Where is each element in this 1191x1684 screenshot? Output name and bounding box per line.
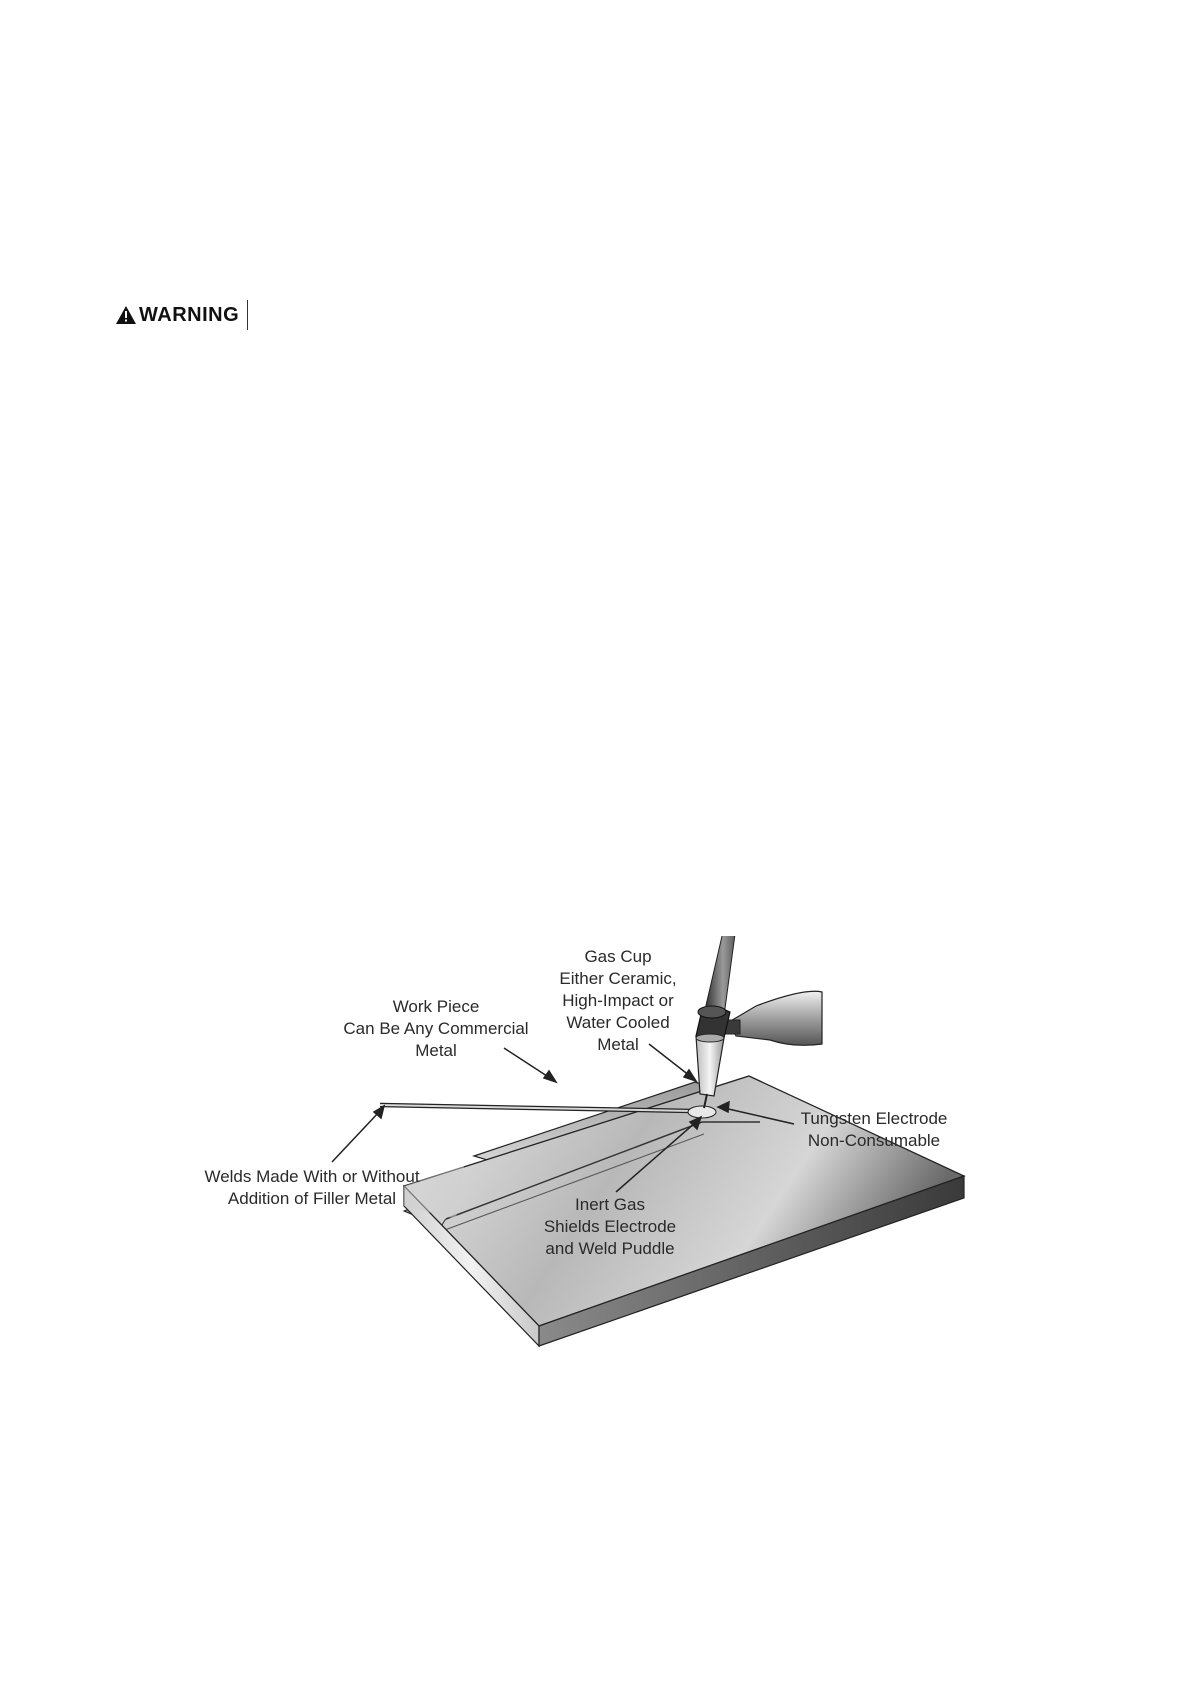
svg-text:High-Impact or: High-Impact or [562,991,674,1010]
svg-text:Inert Gas: Inert Gas [575,1195,645,1214]
torch-handle [720,991,822,1045]
svg-text:Metal: Metal [597,1035,639,1054]
svg-text:and Weld Puddle: and Weld Puddle [545,1239,675,1258]
svg-text:Metal: Metal [415,1041,457,1060]
svg-text:Tungsten Electrode: Tungsten Electrode [800,1109,948,1128]
gas-cup-leader [649,1044,690,1076]
warning-triangle-icon [116,306,136,324]
svg-text:Welds Made With or Without: Welds Made With or Without [204,1167,420,1186]
svg-text:Non-Consumable: Non-Consumable [807,1131,941,1150]
svg-text:Can Be Any Commercial: Can Be Any Commercial [343,1019,529,1038]
work-piece-leader [504,1048,550,1078]
label-work-piece [343,997,528,1060]
svg-text:Water Cooled: Water Cooled [566,1013,670,1032]
torch-back-cap [704,936,742,1016]
warning-label: WARNING [139,303,240,326]
svg-text:Work Piece: Work Piece [392,997,480,1016]
label-gas-cup [559,947,676,1054]
label-filler-metal [204,1167,419,1208]
svg-text:Shields Electrode: Shields Electrode [543,1217,677,1236]
svg-text:Either Ceramic,: Either Ceramic, [559,969,677,988]
svg-text:Gas Cup: Gas Cup [584,947,652,966]
warning-badge [116,300,248,330]
filler-leader [332,1111,380,1162]
svg-text:Addition of Filler Metal: Addition of Filler Metal [227,1189,397,1208]
tig-welding-illustration [204,936,1004,1376]
tig-welding-diagram [204,936,1004,1376]
